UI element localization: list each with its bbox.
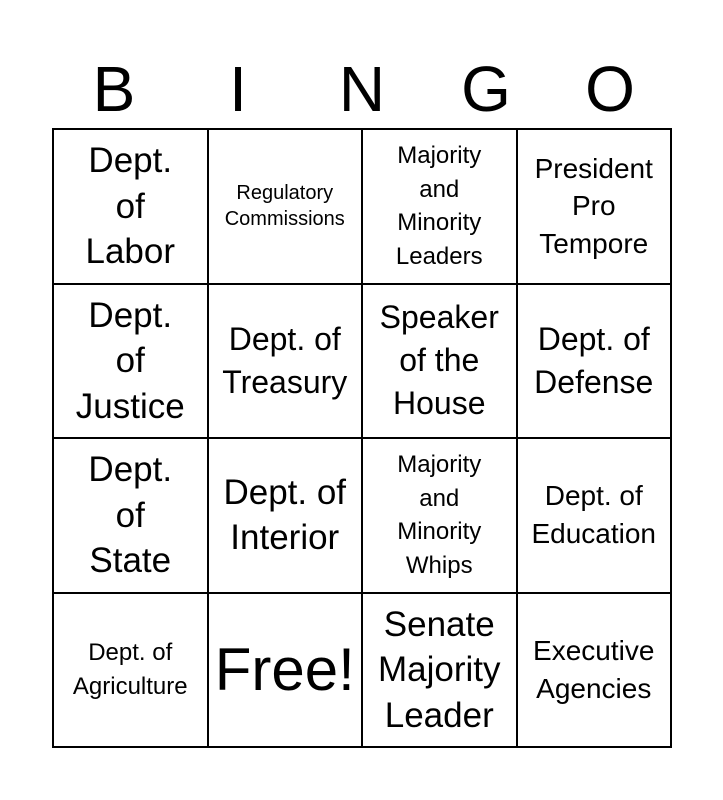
bingo-cell[interactable]	[54, 285, 209, 440]
cell-label: Dept. of Labor	[85, 141, 176, 271]
cell-label: Regulatory Commissions	[224, 182, 345, 231]
bingo-board	[52, 128, 672, 748]
bingo-cell[interactable]	[363, 439, 518, 594]
bingo-cell[interactable]	[54, 439, 209, 594]
bingo-cell-free[interactable]	[209, 594, 364, 749]
bingo-cell[interactable]	[363, 285, 518, 440]
bingo-cell[interactable]	[209, 439, 364, 594]
bingo-cell[interactable]	[518, 130, 673, 285]
cell-label: Dept. of State	[88, 450, 173, 580]
cell-label: Senate Majority Leader	[377, 604, 501, 735]
bingo-cell[interactable]	[363, 130, 518, 285]
cell-label: Dept. of Agriculture	[72, 639, 188, 700]
bingo-cell[interactable]	[54, 594, 209, 749]
cell-label: Dept. of Interior	[223, 472, 347, 558]
cell-label: Speaker of the House	[379, 298, 499, 422]
cell-label: Dept. of Treasury	[222, 320, 348, 400]
header-letter-n: N	[338, 53, 386, 125]
free-space-label: Free!	[214, 635, 355, 703]
header-letter-o: O	[585, 53, 635, 125]
header-letter-g: G	[461, 53, 511, 125]
cell-label: President Pro Tempore	[534, 152, 653, 260]
bingo-cell[interactable]	[54, 130, 209, 285]
cell-label: Dept. of Justice	[75, 295, 185, 426]
bingo-cell[interactable]	[518, 439, 673, 594]
cell-label: Majority and Minority Whips	[397, 451, 482, 579]
bingo-header	[52, 50, 672, 128]
bingo-cell[interactable]	[209, 285, 364, 440]
cell-label: Executive Agencies	[533, 634, 655, 704]
cell-label: Majority and Minority Leaders	[395, 142, 483, 270]
bingo-cell[interactable]	[518, 594, 673, 749]
cell-label: Dept. of Defense	[534, 320, 654, 400]
header-letter-b: B	[92, 53, 136, 125]
bingo-cell[interactable]	[518, 285, 673, 440]
cell-label: Dept. of Education	[531, 480, 657, 550]
header-letter-i: I	[229, 53, 247, 125]
bingo-cell[interactable]	[209, 130, 364, 285]
bingo-cell[interactable]	[363, 594, 518, 749]
